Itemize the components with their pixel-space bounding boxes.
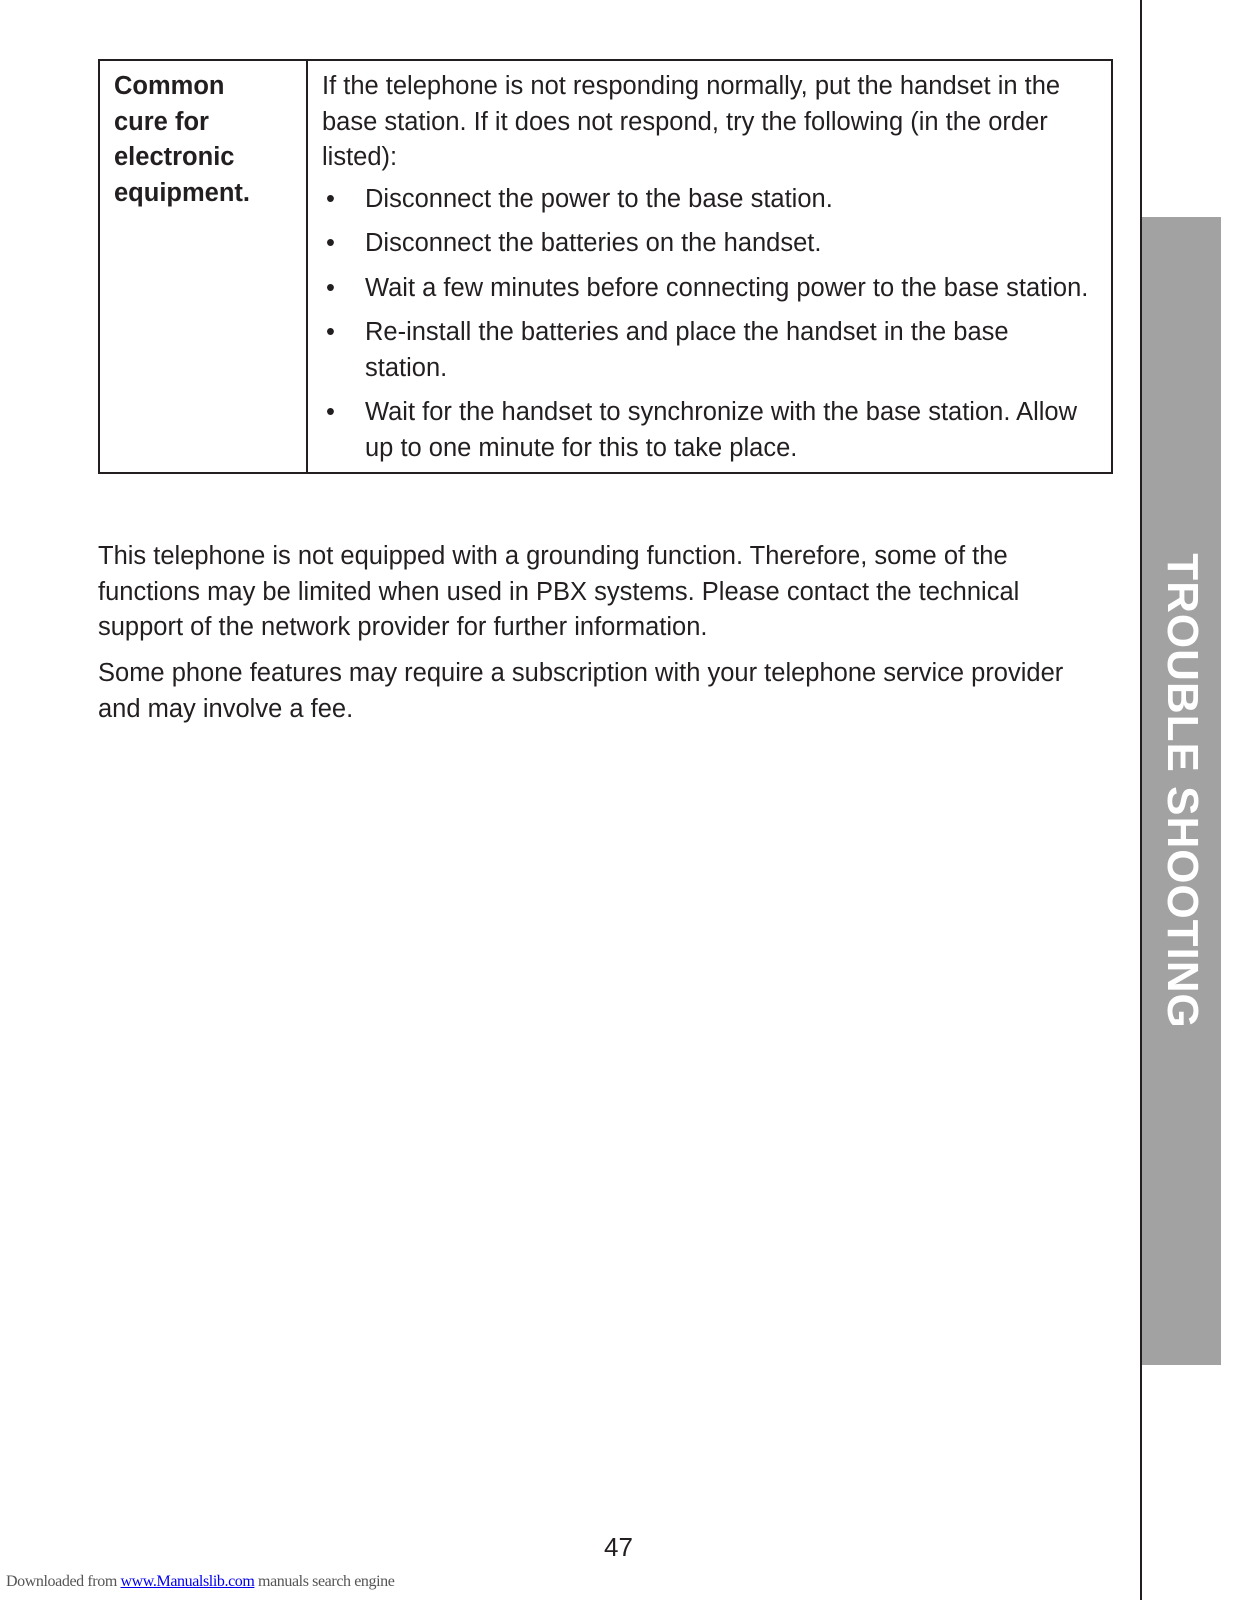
solution-intro: If the telephone is not responding normally, put the handset in the base station. If it does not respond, try the following (in the order listed): — [322, 72, 1061, 171]
problem-cell — [99, 60, 307, 473]
footer-prefix: Downloaded from — [6, 1573, 121, 1590]
list-item — [322, 182, 1093, 218]
step-text: Disconnect the batteries on the handset. — [365, 229, 822, 257]
problem-title-line: Common — [114, 72, 225, 100]
bullet-icon: • — [326, 229, 335, 257]
step-text: Re-install the batteries and place the handset in the base station. — [365, 318, 1009, 382]
list-item — [322, 226, 1093, 262]
section-side-tab-label: TROUBLE SHOOTING — [1157, 553, 1207, 1029]
bullet-icon: • — [326, 273, 335, 302]
list-item — [322, 395, 1093, 466]
problem-title-line: cure for — [114, 107, 209, 136]
section-side-tab — [1142, 217, 1221, 1365]
bullet-icon: • — [326, 318, 335, 346]
manualslib-link[interactable]: www.Manualslib.com — [120, 1573, 255, 1590]
solution-cell — [307, 60, 1112, 473]
problem-title-line: electronic — [114, 143, 235, 171]
footer-suffix: manuals search engine — [254, 1573, 395, 1590]
table-row — [99, 60, 1112, 473]
bullet-icon: • — [326, 398, 335, 426]
download-footer — [6, 1573, 394, 1591]
list-item — [322, 315, 1093, 386]
solution-steps-list — [322, 182, 1093, 467]
page-number: 47 — [604, 1532, 633, 1562]
grounding-note-paragraph: This telephone is not equipped with a grounding function. Therefore, some of the functions may be limited when used in PBX systems. Please contact the technical support of the network provider for further information. — [98, 542, 1020, 641]
bullet-icon: • — [326, 184, 335, 213]
list-item — [322, 271, 1093, 307]
troubleshooting-table — [98, 59, 1113, 474]
step-text: Wait for the handset to synchronize with the base station. Allow up to one minute for this to take place. — [365, 398, 1078, 462]
subscription-note-paragraph: Some phone features may require a subscription with your telephone service provider and may involve a fee. — [98, 659, 1064, 723]
step-text: Wait a few minutes before connecting power to the base station. — [365, 273, 1089, 302]
problem-title-line: equipment. — [114, 178, 251, 207]
step-text: Disconnect the power to the base station. — [365, 184, 833, 213]
